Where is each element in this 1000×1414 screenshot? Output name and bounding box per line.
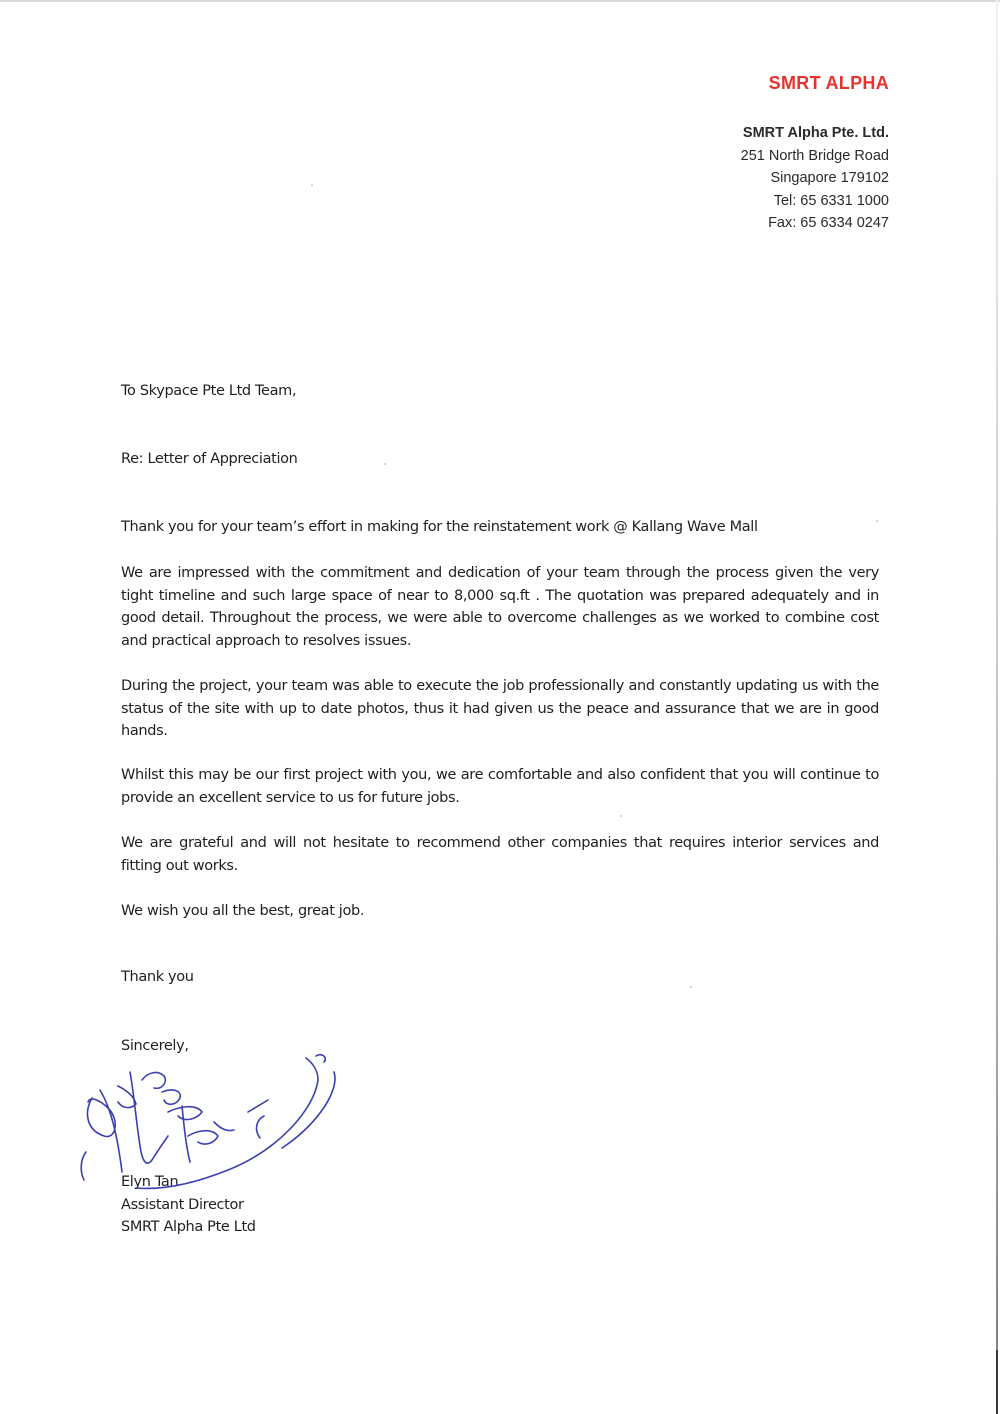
paragraph-6: We wish you all the best, great job.: [121, 903, 365, 919]
address-line-2: Singapore 179102: [770, 170, 889, 186]
paragraph-1: Thank you for your team’s effort in making for the reinstatement work @ Kallang Wave Mall: [121, 519, 758, 535]
address-line-1: 251 North Bridge Road: [740, 147, 889, 164]
signer-title: Assistant Director: [121, 1197, 244, 1213]
signer-name: Elyn Tan: [121, 1174, 179, 1190]
paragraph-5: We are grateful and will not hesitate to recommend other companies that requires interior services and fitting out works.: [121, 835, 879, 874]
scan-speck: [876, 520, 878, 522]
fax: Fax: 65 6334 0247: [768, 215, 889, 231]
subject-line: Re: Letter of Appreciation: [121, 451, 298, 467]
salutation: To Skypace Pte Ltd Team,: [121, 383, 297, 399]
scan-speck: [384, 463, 386, 465]
thank-you-line: Thank you: [121, 969, 194, 985]
handwritten-signature: [78, 1050, 348, 1200]
scan-speck: [620, 815, 622, 817]
paragraph-3: During the project, your team was able to execute the job professionally and constantly updating us with the status of the site with up to date photos, thus it had given us the peace and assurance that we are in good hands.: [121, 678, 879, 739]
closing-line: Sincerely,: [121, 1038, 189, 1054]
scan-edge-shadow: [996, 1350, 998, 1414]
paragraph-4: Whilst this may be our first project with you, we are comfortable and also confident that you will continue to provide an excellent service to us for future jobs.: [121, 767, 879, 806]
letter-body: [121, 0, 879, 1414]
signer-company: SMRT Alpha Pte Ltd: [121, 1219, 256, 1235]
company-name: SMRT Alpha Pte. Ltd.: [742, 125, 889, 141]
scan-speck: [311, 184, 313, 186]
company-logo-text: SMRT ALPHA: [768, 73, 889, 93]
scan-edge-right: [996, 0, 998, 1414]
telephone: Tel: 65 6331 1000: [773, 192, 889, 209]
scan-speck: [690, 986, 692, 988]
paragraph-2: We are impressed with the commitment and dedication of your team through the process given the very tight timeline and such large space of near to 8,000 sq.ft . The quotation was prepared adequately and in good detail. Throughout the process, we were able to overcome challenges as we worked to combine cost and practical approach to resolves issues.: [121, 565, 879, 649]
